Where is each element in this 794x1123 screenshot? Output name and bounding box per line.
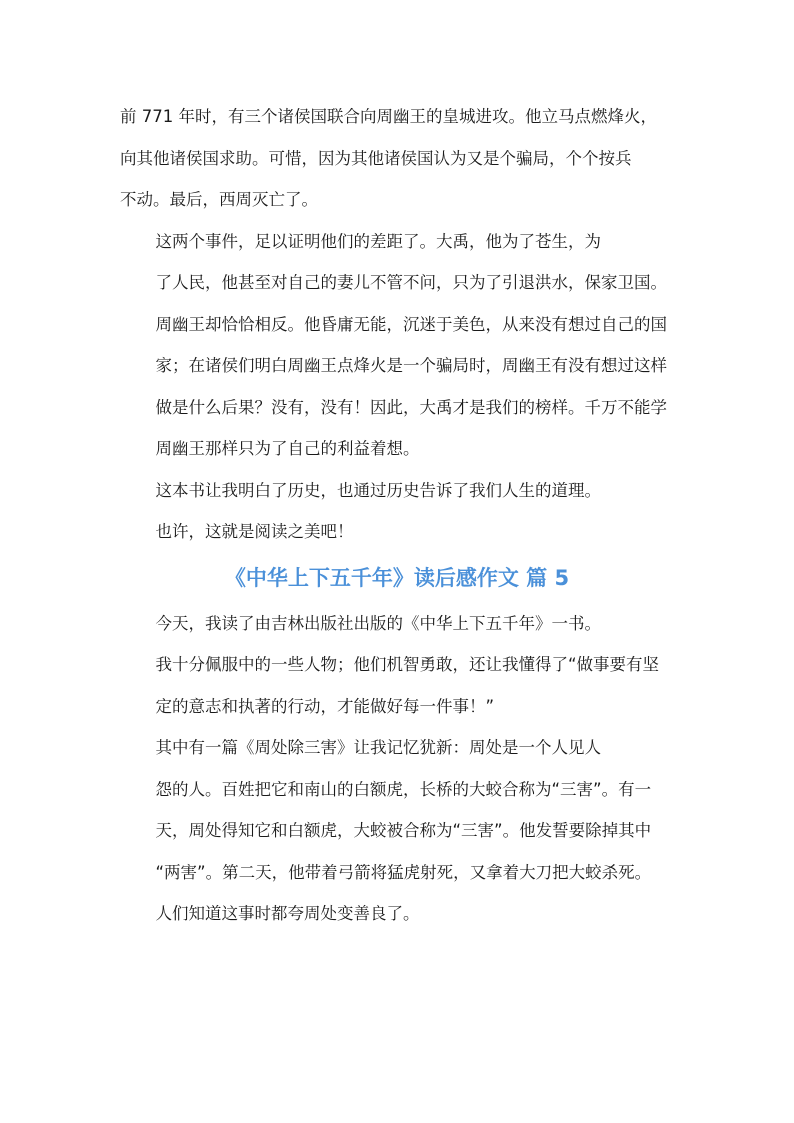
text-line: 怨的人。百姓把它和南山的白额虎，长桥的大蛟合称为“三害”。有一 (155, 779, 652, 799)
paragraph-zhou-chu (120, 727, 674, 935)
section-heading: 《中华上下五千年》读后感作文 篇 5 (224, 565, 570, 590)
text-line: 了人民，他甚至对自己的妻儿不管不问，只为了引退洪水，保家卫国。 (155, 273, 667, 292)
text-line: 今天，我读了由吉林出版社出版的《中华上下五千年》一书。 (155, 613, 601, 633)
text-line: 家；在诸侯们明白周幽王点烽火是一个骗局时，周幽王有没有想过这样 (155, 356, 667, 375)
document-body (120, 96, 674, 935)
text-line: 我十分佩服中的一些人物；他们机智勇敢，还让我懂得了“做事要有坚 (155, 655, 660, 674)
text-line: 周幽王却恰恰相反。他昏庸无能，沉迷于美色，从来没有想过自己的国 (155, 314, 667, 334)
paragraph-intro (120, 603, 674, 728)
paragraph-conclusion (120, 470, 674, 553)
text-line: “两害”。第二天，他带着弓箭将猛虎射死，又拿着大刀把大蛟杀死。 (155, 862, 652, 882)
text-line: 周幽王那样只为了自己的利益着想。 (155, 439, 420, 458)
text-line: 其中有一篇《周处除三害》让我记忆犹新：周处是一个人见人 (155, 738, 601, 757)
paragraph-comparison (120, 221, 674, 470)
text-line: 向其他诸侯国求助。可惜，因为其他诸侯国认为又是个骗局，个个按兵 (120, 148, 632, 168)
paragraph-beacon-fire (120, 96, 674, 221)
text-line: 人们知道这事时都夸周处变善良了。 (155, 904, 420, 923)
text-line: 这本书让我明白了历史，也通过历史告诉了我们人生的道理。 (155, 480, 601, 500)
text-line: 前 771 年时，有三个诸侯国联合向周幽王的皇城进攻。他立马点燃烽火， (120, 107, 657, 126)
text-line: 也许，这就是阅读之美吧！ (155, 522, 354, 541)
text-line: 定的意志和执著的行动，才能做好每一件事！” (155, 696, 495, 716)
text-line: 这两个事件，足以证明他们的差距了。大禹，他为了苍生，为 (155, 231, 601, 251)
text-line: 不动。最后，西周灭亡了。 (120, 190, 318, 209)
text-line: 做是什么后果？没有，没有！因此，大禹才是我们的榜样。千万不能学 (155, 397, 667, 417)
text-line: 天，周处得知它和白额虎，大蛟被合称为“三害”。他发誓要除掉其中 (155, 821, 652, 840)
